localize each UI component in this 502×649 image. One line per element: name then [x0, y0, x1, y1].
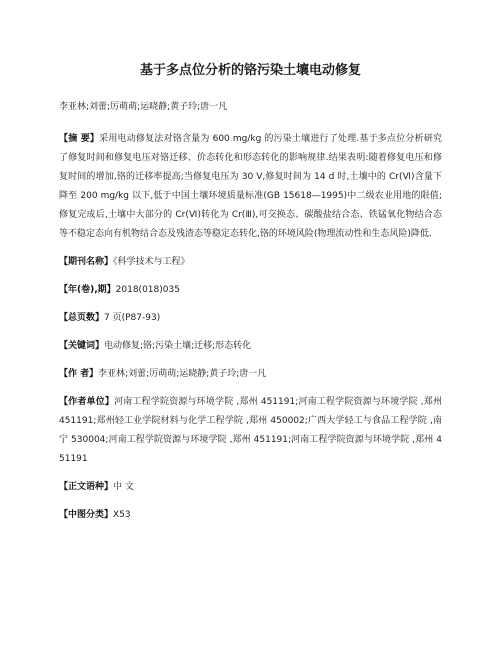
field-label: 【正文语种】: [59, 482, 114, 492]
field-classification: [59, 506, 442, 525]
field-label: 【年(卷),期】: [59, 285, 116, 295]
field-value: 电动修复;铬;污染土壤;迁移;形态转化: [104, 341, 252, 351]
field-value: 河南工程学院资源与环境学院 ,郑州 451191;河南工程学院资源与环境学院 ,郑州 451191;郑州轻工业学院材料与化学工程学院 ,郑州 450002;广西大学轻工与食品工程学院 ,南宁 530004;河南工程学院资源与环境学院 ,郑州 451191;河南工程学院资源与环境学院 ,郑州 451191: [59, 397, 442, 464]
field-value: 中 文: [113, 482, 134, 492]
field-author-affiliation: [59, 393, 442, 469]
field-year-volume-issue: [59, 281, 442, 300]
field-label: 【作者单位】: [59, 397, 115, 407]
field-page-count: [59, 309, 442, 328]
author-list: 李亚林;刘蕾;厉萌萌;运晓静;黄子玲;唐一凡: [59, 102, 228, 112]
field-value: 采用电动修复法对铬含量为 600 mg/kg 的污染土壤进行了处理.基于多点位分析研究了修复时间和修复电压对铬迁移、价态转化和形态转化的影响规律.结果表明:随着修复电压和修复时间的增加,铬的迁移率提高;当修复电压为 30 V,修复时间为 14 d 时,土壤中的 Cr(Ⅵ)含量下降至 200 mg/kg 以下,低于中国土壤环境质量标准(GB 15618—1995)中二级农业用地的限值;修复完成后,土壤中大部分的 Cr(Ⅵ)转化为 Cr(Ⅲ),可交换态、碳酸盐结合态、铁锰氧化物结合态等不稳定态向有机物结合态及残渣态等稳定态转化,铬的环境风险(物理流动性和生态风险)降低.: [59, 134, 442, 239]
field-value: 李亚林;刘蕾;厉萌萌;运晓静;黄子玲;唐一凡: [98, 369, 267, 379]
field-authors: [59, 365, 442, 384]
field-label: 【摘 要】: [59, 134, 100, 144]
field-abstract: [59, 130, 442, 244]
field-keywords: [59, 337, 442, 356]
field-label: 【期刊名称】: [59, 257, 114, 267]
field-value: 7 页(P87-93): [104, 313, 161, 323]
field-value: X53: [113, 510, 131, 520]
field-label: 【作 者】: [59, 369, 99, 379]
field-journal-name: [59, 253, 442, 272]
field-value: 2018(018)035: [115, 285, 180, 295]
field-label: 【关键词】: [59, 341, 105, 351]
document-title: 基于多点位分析的铬污染土壤电动修复: [139, 63, 361, 78]
field-language: [59, 478, 442, 497]
field-label: 【中图分类】: [59, 510, 114, 520]
field-value: 《科学技术与工程》: [113, 257, 190, 267]
field-label: 【总页数】: [59, 313, 105, 323]
